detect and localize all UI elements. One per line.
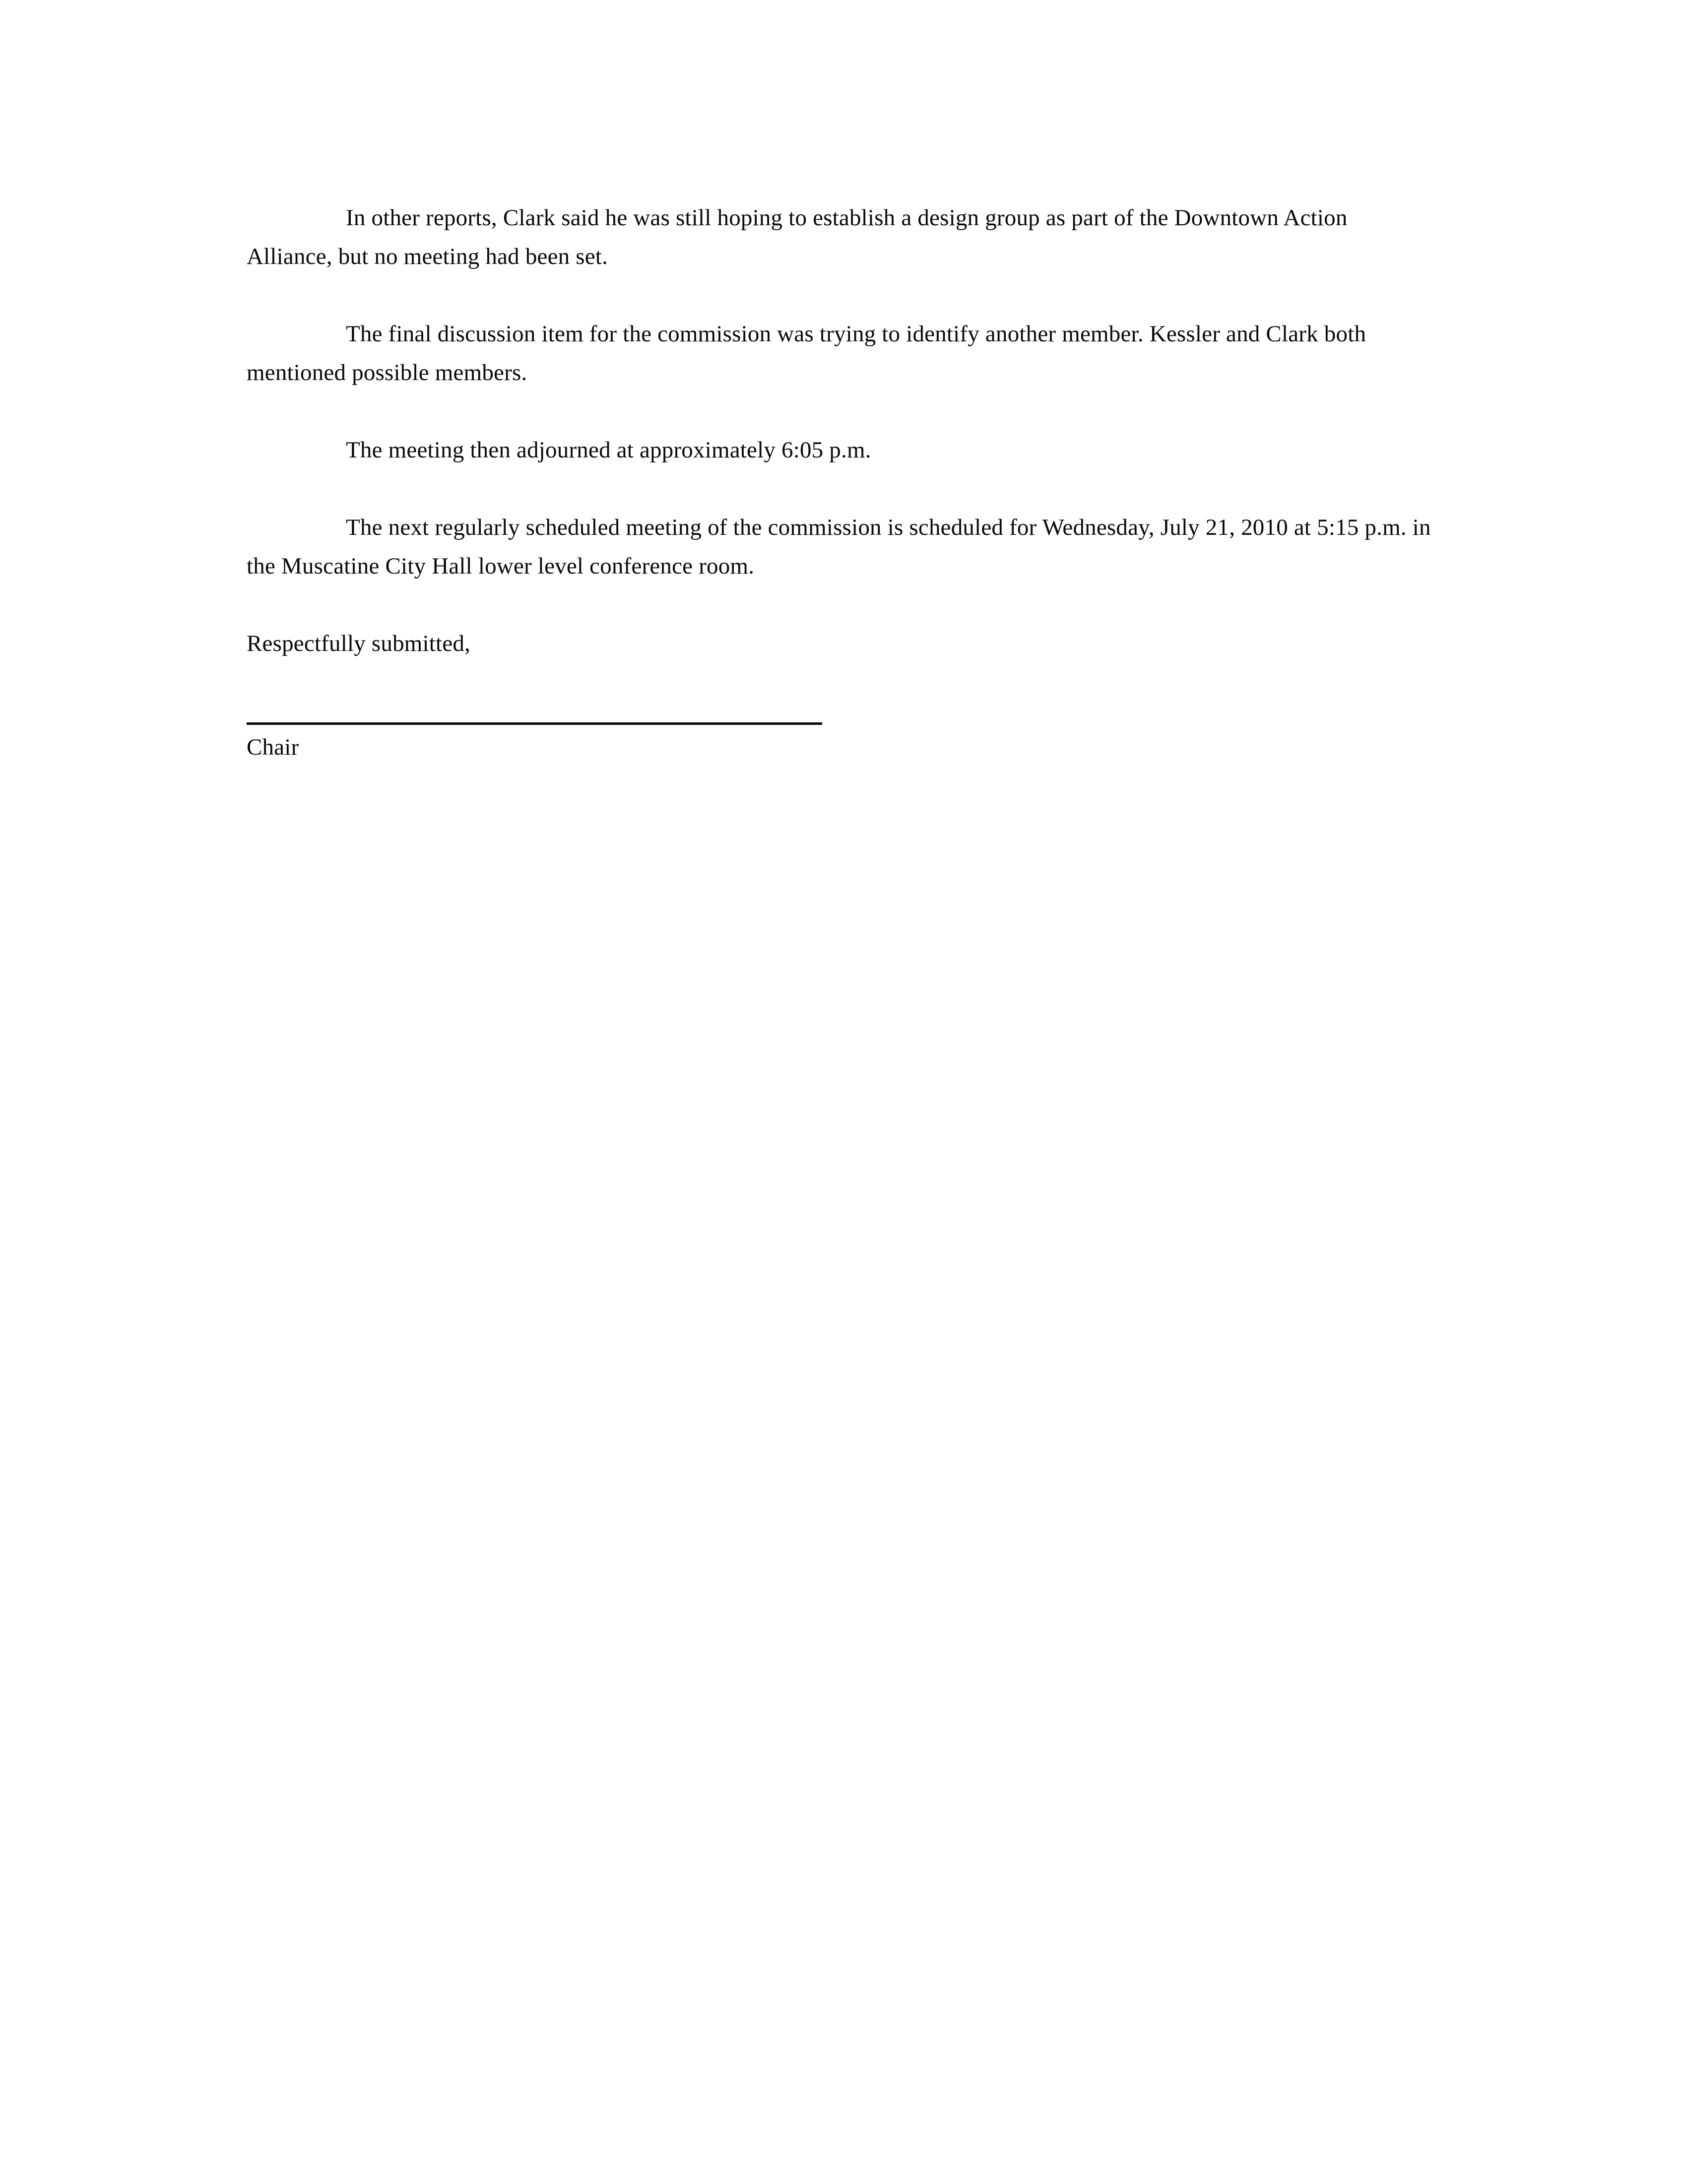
closing-respectfully-submitted: Respectfully submitted, (247, 631, 471, 656)
paragraph-next-meeting: The next regularly scheduled meeting of the commission is scheduled for Wednesday, July 21, 2010 at 5:15 p.m. in the Muscatine City Hall lower level conference room. (247, 514, 1431, 579)
signature-block (247, 722, 1437, 767)
paragraph-final-discussion: The final discussion item for the commission was trying to identify another member. Kessler and Clark both mentioned possible members. (247, 321, 1366, 385)
document-body (247, 198, 1437, 767)
paragraph-adjournment: The meeting then adjourned at approximately 6:05 p.m. (346, 437, 871, 463)
signature-line (247, 722, 822, 725)
paragraph-other-reports: In other reports, Clark said he was still hoping to establish a design group as part of the Downtown Action Alliance, but no meeting had been set. (247, 205, 1348, 269)
signature-label-chair: Chair (247, 734, 299, 760)
